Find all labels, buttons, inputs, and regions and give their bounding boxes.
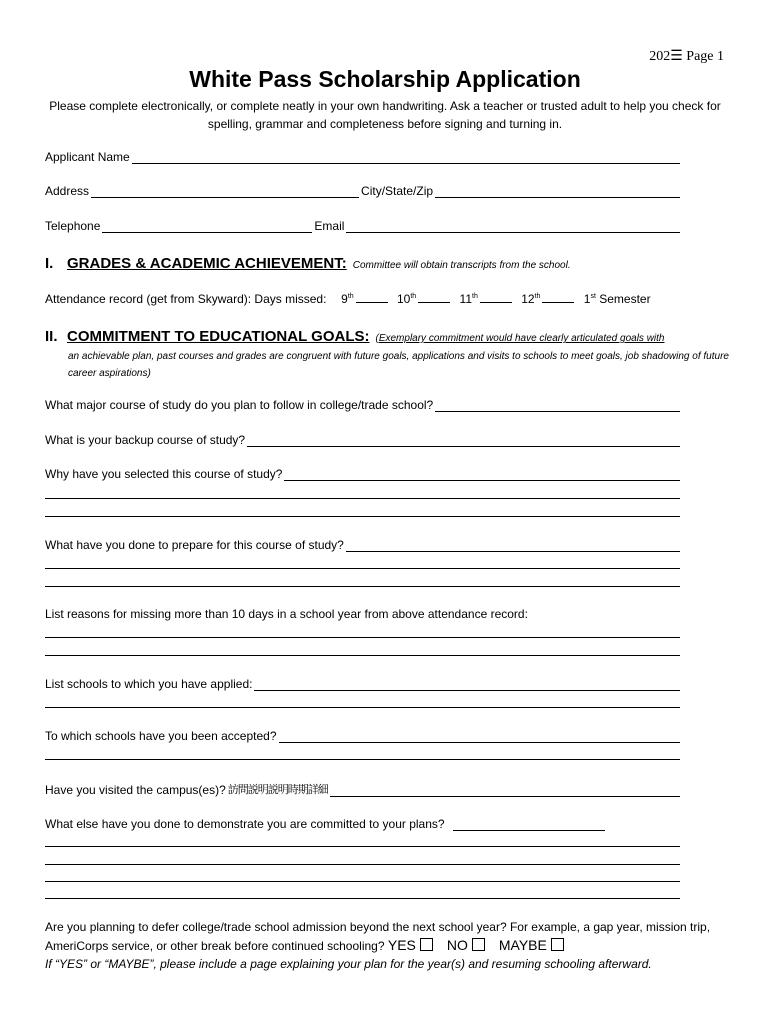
- why-field[interactable]: [284, 468, 680, 481]
- section-1-heading: [45, 255, 571, 272]
- section-1-number: I.: [45, 255, 54, 272]
- grade-10: 10th: [397, 292, 417, 306]
- attendance-row: [45, 292, 651, 306]
- option-yes-checkbox[interactable]: [420, 938, 433, 951]
- demonstrate-field-line-4[interactable]: [45, 881, 680, 882]
- section-2-title: COMMITMENT TO EDUCATIONAL GOALS:: [67, 328, 370, 345]
- instructions-text: Please complete electronically, or complete neatly in your own handwriting. Ask a teacher or trusted adult to help you check for spelling, grammar and completeness before signing and turning in.: [49, 99, 721, 131]
- demonstrate-field[interactable]: [453, 818, 605, 831]
- grade-9-days-field[interactable]: [356, 292, 388, 303]
- defer-question: Are you planning to defer college/trade school admission beyond the next school year? For example, a gap year, mission trip, AmeriCorps service, or other break before continued schooling?: [45, 920, 711, 953]
- visited-garbled-text: 訪問説明説明時期詳細: [227, 784, 328, 796]
- option-yes-label: YES: [387, 937, 416, 953]
- telephone-field[interactable]: [102, 220, 312, 233]
- telephone-label: Telephone: [45, 219, 101, 233]
- applicant-name-row: [45, 150, 680, 164]
- email-field[interactable]: [346, 220, 680, 233]
- why-field-line-2[interactable]: [45, 498, 680, 499]
- demonstrate-row: [45, 817, 680, 831]
- major-question: What major course of study do you plan to follow in college/trade school?: [45, 398, 434, 412]
- demonstrate-field-line-2[interactable]: [45, 846, 680, 847]
- demonstrate-field-line-5[interactable]: [45, 898, 680, 899]
- missing-field-line-1[interactable]: [45, 637, 680, 638]
- demonstrate-question: What else have you done to demonstrate you are committed to your plans?: [45, 817, 445, 831]
- visited-question: Have you visited the campus(es)?: [45, 783, 226, 797]
- defer-note: If “YES” or “MAYBE”, please include a page explaining your plan for the year(s) and resuming schooling afterward.: [45, 957, 652, 971]
- option-maybe-label: MAYBE: [498, 937, 547, 953]
- section-2-note: an achievable plan, past courses and grades are congruent with future goals, applications and visits to schools to meet goals, job shadowing of future career aspirations): [68, 351, 729, 379]
- applied-field[interactable]: [254, 678, 680, 691]
- visited-row: [45, 781, 680, 797]
- applicant-name-label: Applicant Name: [45, 150, 130, 164]
- page-number: 202☰ Page 1: [649, 49, 724, 64]
- first-semester: 1st: [583, 292, 596, 306]
- prepare-row: [45, 538, 680, 552]
- email-label: Email: [314, 219, 345, 233]
- accepted-field[interactable]: [279, 730, 681, 743]
- section-2-number: II.: [45, 328, 58, 345]
- option-no-label: NO: [446, 937, 468, 953]
- grade-11: 11th: [459, 292, 478, 306]
- accepted-row: [45, 729, 680, 743]
- missing-field-line-2[interactable]: [45, 655, 680, 656]
- applied-question: List schools to which you have applied:: [45, 677, 253, 691]
- grade-12: 12th: [521, 292, 541, 306]
- grade-10-days-field[interactable]: [418, 292, 450, 303]
- grade-9: 9th: [341, 292, 354, 306]
- visited-field[interactable]: [330, 784, 680, 797]
- attendance-label: Attendance record (get from Skyward): Days missed:: [45, 292, 327, 306]
- prepare-question: What have you done to prepare for this course of study?: [45, 538, 344, 552]
- grade-12-days-field[interactable]: [542, 292, 574, 303]
- section-1-title: GRADES & ACADEMIC ACHIEVEMENT:: [67, 255, 347, 272]
- address-row: [45, 184, 680, 198]
- applicant-name-field[interactable]: [132, 151, 680, 164]
- backup-question: What is your backup course of study?: [45, 433, 246, 447]
- major-field[interactable]: [435, 399, 680, 412]
- backup-row: [45, 433, 680, 447]
- city-state-zip-label: City/State/Zip: [361, 184, 434, 198]
- page-title: White Pass Scholarship Application: [189, 66, 581, 92]
- why-question: Why have you selected this course of study?: [45, 467, 283, 481]
- applied-field-line-2[interactable]: [45, 707, 680, 708]
- option-maybe-checkbox[interactable]: [551, 938, 564, 951]
- backup-field[interactable]: [247, 434, 680, 447]
- semester-label: Semester: [599, 292, 651, 306]
- major-row: [45, 398, 680, 412]
- section-1-note: Committee will obtain transcripts from the school.: [352, 260, 571, 271]
- section-2-heading: [45, 328, 665, 345]
- prepare-field-line-2[interactable]: [45, 568, 680, 569]
- applied-row: [45, 677, 680, 691]
- accepted-question: To which schools have you been accepted?: [45, 729, 277, 743]
- address-label: Address: [45, 184, 90, 198]
- section-2-note-first: (Exemplary commitment would have clearly articulated goals with: [375, 333, 665, 344]
- city-state-zip-field[interactable]: [435, 185, 680, 198]
- why-field-line-3[interactable]: [45, 516, 680, 517]
- demonstrate-field-line-3[interactable]: [45, 864, 680, 865]
- option-no-checkbox[interactable]: [472, 938, 485, 951]
- prepare-field[interactable]: [346, 539, 680, 552]
- missing-question: List reasons for missing more than 10 days in a school year from above attendance record:: [45, 607, 528, 621]
- missing-row: [45, 607, 680, 621]
- accepted-field-line-2[interactable]: [45, 759, 680, 760]
- prepare-field-line-3[interactable]: [45, 586, 680, 587]
- why-row: [45, 467, 680, 481]
- contact-row: [45, 219, 680, 233]
- grade-11-days-field[interactable]: [480, 292, 512, 303]
- defer-block: [45, 918, 735, 973]
- address-field[interactable]: [91, 185, 359, 198]
